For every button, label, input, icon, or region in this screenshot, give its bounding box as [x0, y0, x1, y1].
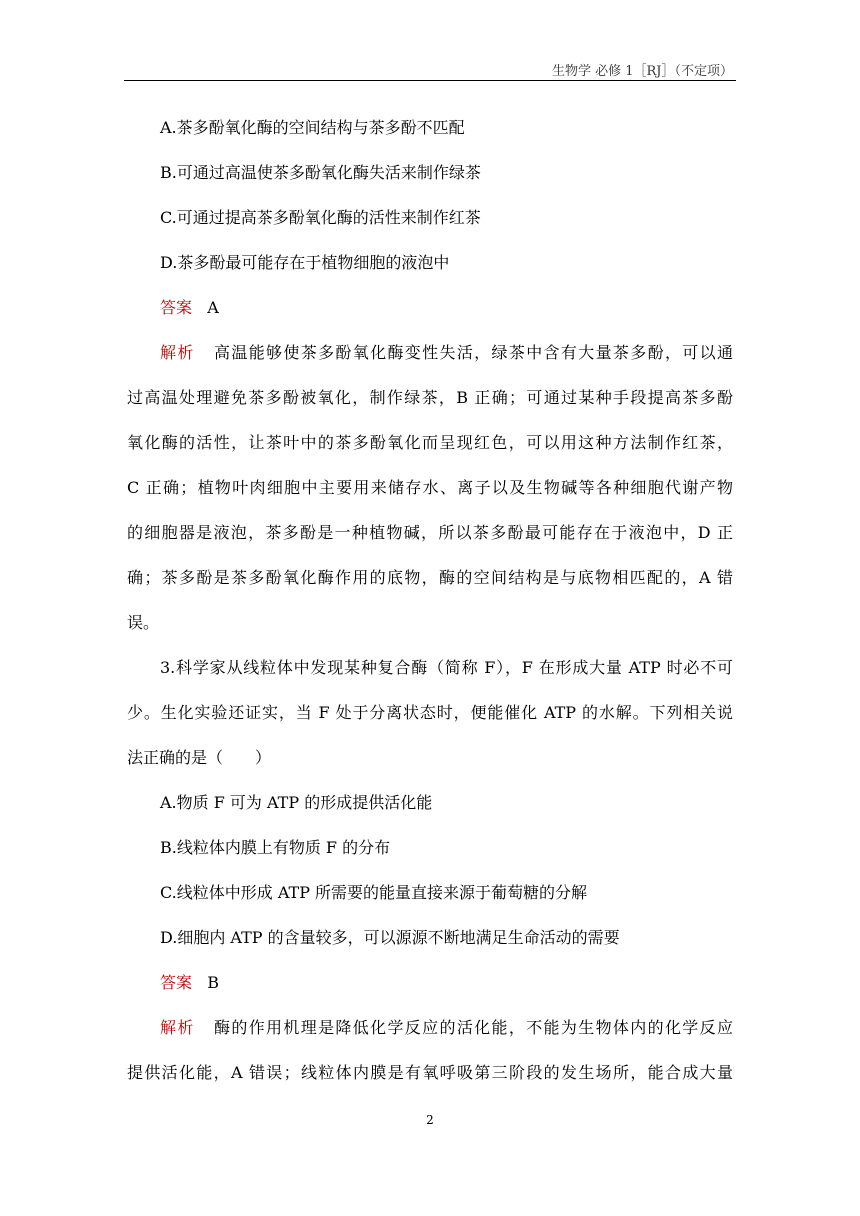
header-rule: [124, 80, 736, 81]
explanation-label: 解析: [160, 1018, 195, 1037]
running-header: 生物学 必修 1［RJ］（不定项）: [551, 64, 733, 79]
q3-option-b: B.线粒体内膜上有物质 F 的分布: [160, 838, 391, 857]
answer-label: 答案: [160, 973, 193, 992]
q2-explanation-line-4: C 正确；植物叶肉细胞中主要用来储存水、离子以及生物碱等各种细胞代谢产物: [127, 478, 733, 497]
q2-option-d: D.茶多酚最可能存在于植物细胞的液泡中: [160, 253, 450, 272]
explanation-text: 酶的作用机理是降低化学反应的活化能，不能为生物体内的化学反应: [214, 1018, 733, 1037]
explanation-text: 高温能够使茶多酚氧化酶变性失活，绿茶中含有大量茶多酚，可以通: [214, 343, 733, 362]
q2-explanation-line-2: 过高温处理避免茶多酚被氧化，制作绿茶，B 正确；可通过某种手段提高茶多酚: [127, 388, 733, 407]
q3-answer: [160, 972, 733, 994]
q2-option-b: B.可通过高温使茶多酚氧化酶失活来制作绿茶: [160, 163, 481, 182]
q2-explanation-line-1: [160, 342, 733, 364]
q2-explanation-line-3: 氧化酶的活性，让茶叶中的茶多酚氧化而呈现红色，可以用这种方法制作红茶，: [127, 433, 733, 452]
q3-option-a: A.物质 F 可为 ATP 的形成提供活化能: [160, 793, 433, 812]
answer-value: B: [207, 973, 220, 992]
q2-option-a: A.茶多酚氧化酶的空间结构与茶多酚不匹配: [160, 118, 465, 137]
q2-explanation-line-7: 误。: [127, 613, 160, 632]
q3-stem-line-1: 3.科学家从线粒体中发现某种复合酶（简称 F），F 在形成大量 ATP 时必不可: [160, 658, 733, 677]
q3-option-c: C.线粒体中形成 ATP 所需要的能量直接来源于葡萄糖的分解: [160, 883, 588, 902]
q3-stem-line-3: 法正确的是（ ）: [127, 748, 272, 767]
q2-explanation-line-6: 确；茶多酚是茶多酚氧化酶作用的底物，酶的空间结构是与底物相匹配的，A 错: [127, 568, 733, 587]
q2-answer: [160, 297, 733, 319]
q2-option-c: C.可通过提高茶多酚氧化酶的活性来制作红茶: [160, 208, 481, 227]
q3-explanation-line-2: 提供活化能，A 错误；线粒体内膜是有氧呼吸第三阶段的发生场所，能合成大量: [127, 1063, 733, 1082]
answer-label: 答案: [160, 298, 193, 317]
q3-explanation-line-1: [160, 1017, 733, 1039]
explanation-label: 解析: [160, 343, 195, 362]
q3-stem-line-2: 少。生化实验还证实，当 F 处于分离状态时，便能催化 ATP 的水解。下列相关说: [127, 703, 733, 722]
q3-option-d: D.细胞内 ATP 的含量较多，可以源源不断地满足生命活动的需要: [160, 928, 620, 947]
page-number: 2: [426, 1113, 434, 1127]
answer-value: A: [207, 298, 219, 317]
q2-explanation-line-5: 的细胞器是液泡，茶多酚是一种植物碱，所以茶多酚最可能存在于液泡中，D 正: [127, 523, 733, 542]
